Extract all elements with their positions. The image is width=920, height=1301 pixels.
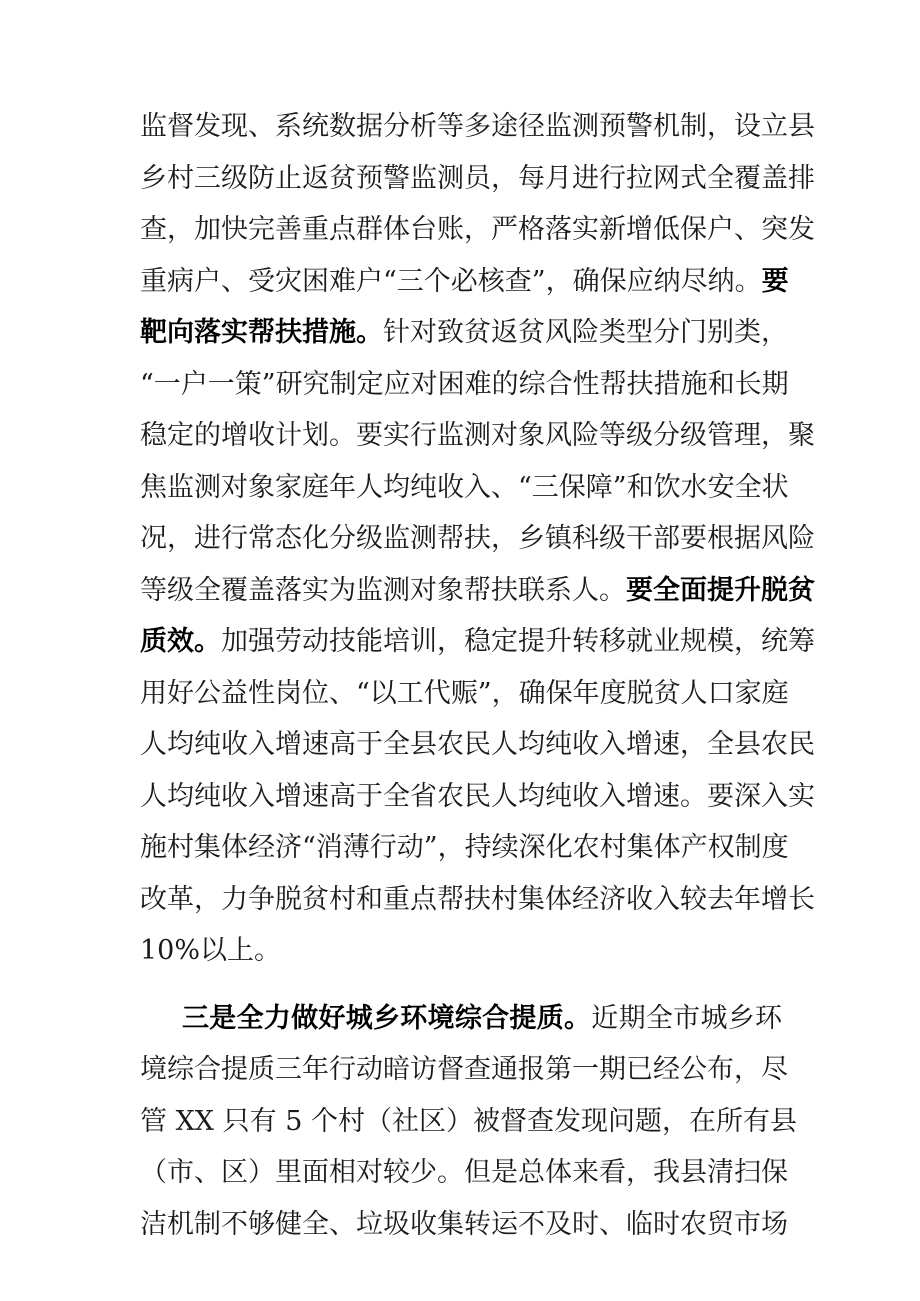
text-line xyxy=(140,307,788,359)
body-text: 10%以上。 xyxy=(140,935,282,966)
text-line xyxy=(140,668,789,720)
text-line xyxy=(140,1096,797,1148)
text-line xyxy=(140,925,782,977)
body-text: 稳定的增收计划。要实行监测对象风险等级分级管理，聚 xyxy=(140,420,815,451)
body-text: 人均纯收入增速高于全省农民人均纯收入增速。要深入实 xyxy=(140,780,815,812)
body-text: 等级全覆盖落实为监测对象帮扶联系人。 xyxy=(140,574,626,606)
body-text: 施村集体经济“消薄行动”，持续深化农村集体产权制度 xyxy=(140,832,789,863)
body-text: 加强劳动技能培训，稳定提升转移就业规模，统筹 xyxy=(221,626,815,657)
text-line xyxy=(140,771,815,823)
paragraph-poverty-monitoring xyxy=(140,101,815,977)
text-line xyxy=(140,993,782,1045)
body-text: 近期全市城乡环 xyxy=(591,1002,783,1034)
bold-heading-text: 三是全力做好城乡环境综合提质。 xyxy=(182,1002,592,1034)
body-text: 改革，力争脱贫村和重点帮扶村集体经济收入较去年增长 xyxy=(140,883,815,915)
text-line xyxy=(140,565,815,617)
document-page xyxy=(140,101,815,1250)
text-line xyxy=(140,719,815,771)
text-line xyxy=(140,462,789,514)
bold-heading-text: 质效。 xyxy=(140,626,221,657)
body-text: “一户一策”研究制定应对困难的综合性帮扶措施和长期 xyxy=(140,368,789,400)
body-text: 用好公益性岗位、“以工代赈”，确保年度脱贫人口家庭 xyxy=(140,677,789,709)
body-text: 针对致贫返贫风险类型分门别类， xyxy=(383,317,788,348)
text-line xyxy=(140,359,789,411)
body-text: 查，加快完善重点群体台账，严格落实新增低保户、突发 xyxy=(140,214,815,245)
text-line xyxy=(140,616,815,668)
text-line xyxy=(140,153,815,205)
body-text: 境综合提质三年行动暗访督查通报第一期已经公布，尽 xyxy=(140,1054,788,1085)
body-text: 监督发现、系统数据分析等多途径监测预警机制，设立县 xyxy=(140,111,815,142)
text-line xyxy=(140,101,815,153)
body-text: 洁机制不够健全、垃圾收集转运不及时、临时农贸市场 xyxy=(140,1208,788,1240)
body-text: 焦监测对象家庭年人均纯收入、“三保障”和饮水安全状 xyxy=(140,471,789,503)
body-text: 乡村三级防止返贫预警监测员，每月进行拉网式全覆盖排 xyxy=(140,162,815,194)
body-text: 况，进行常态化分级监测帮扶，乡镇科级干部要根据风险 xyxy=(140,523,815,554)
body-text: 重病户、受灾困难户“三个必核查”，确保应纳尽纳。 xyxy=(140,265,762,297)
bold-heading-text: 靶向落实帮扶措施。 xyxy=(140,317,383,348)
bold-heading-text: 要全面提升脱贫 xyxy=(626,574,815,606)
paragraph-gap xyxy=(140,977,782,993)
text-line xyxy=(140,410,815,462)
text-line xyxy=(140,1147,788,1199)
text-line xyxy=(140,1199,788,1251)
body-text: 管 XX 只有 5 个村（社区）被督查发现问题，在所有县 xyxy=(140,1105,797,1137)
text-line xyxy=(140,256,789,308)
paragraph-urban-rural-environment xyxy=(140,993,797,1251)
text-line xyxy=(140,874,815,926)
body-text: 人均纯收入增速高于全县农民人均纯收入增速，全县农民 xyxy=(140,729,815,760)
text-line xyxy=(140,513,815,565)
text-line xyxy=(140,204,815,256)
bold-heading-text: 要 xyxy=(761,265,789,297)
body-text: （市、区）里面相对较少。但是总体来看，我县清扫保 xyxy=(140,1157,788,1188)
text-line xyxy=(140,1044,788,1096)
text-line xyxy=(140,822,789,874)
